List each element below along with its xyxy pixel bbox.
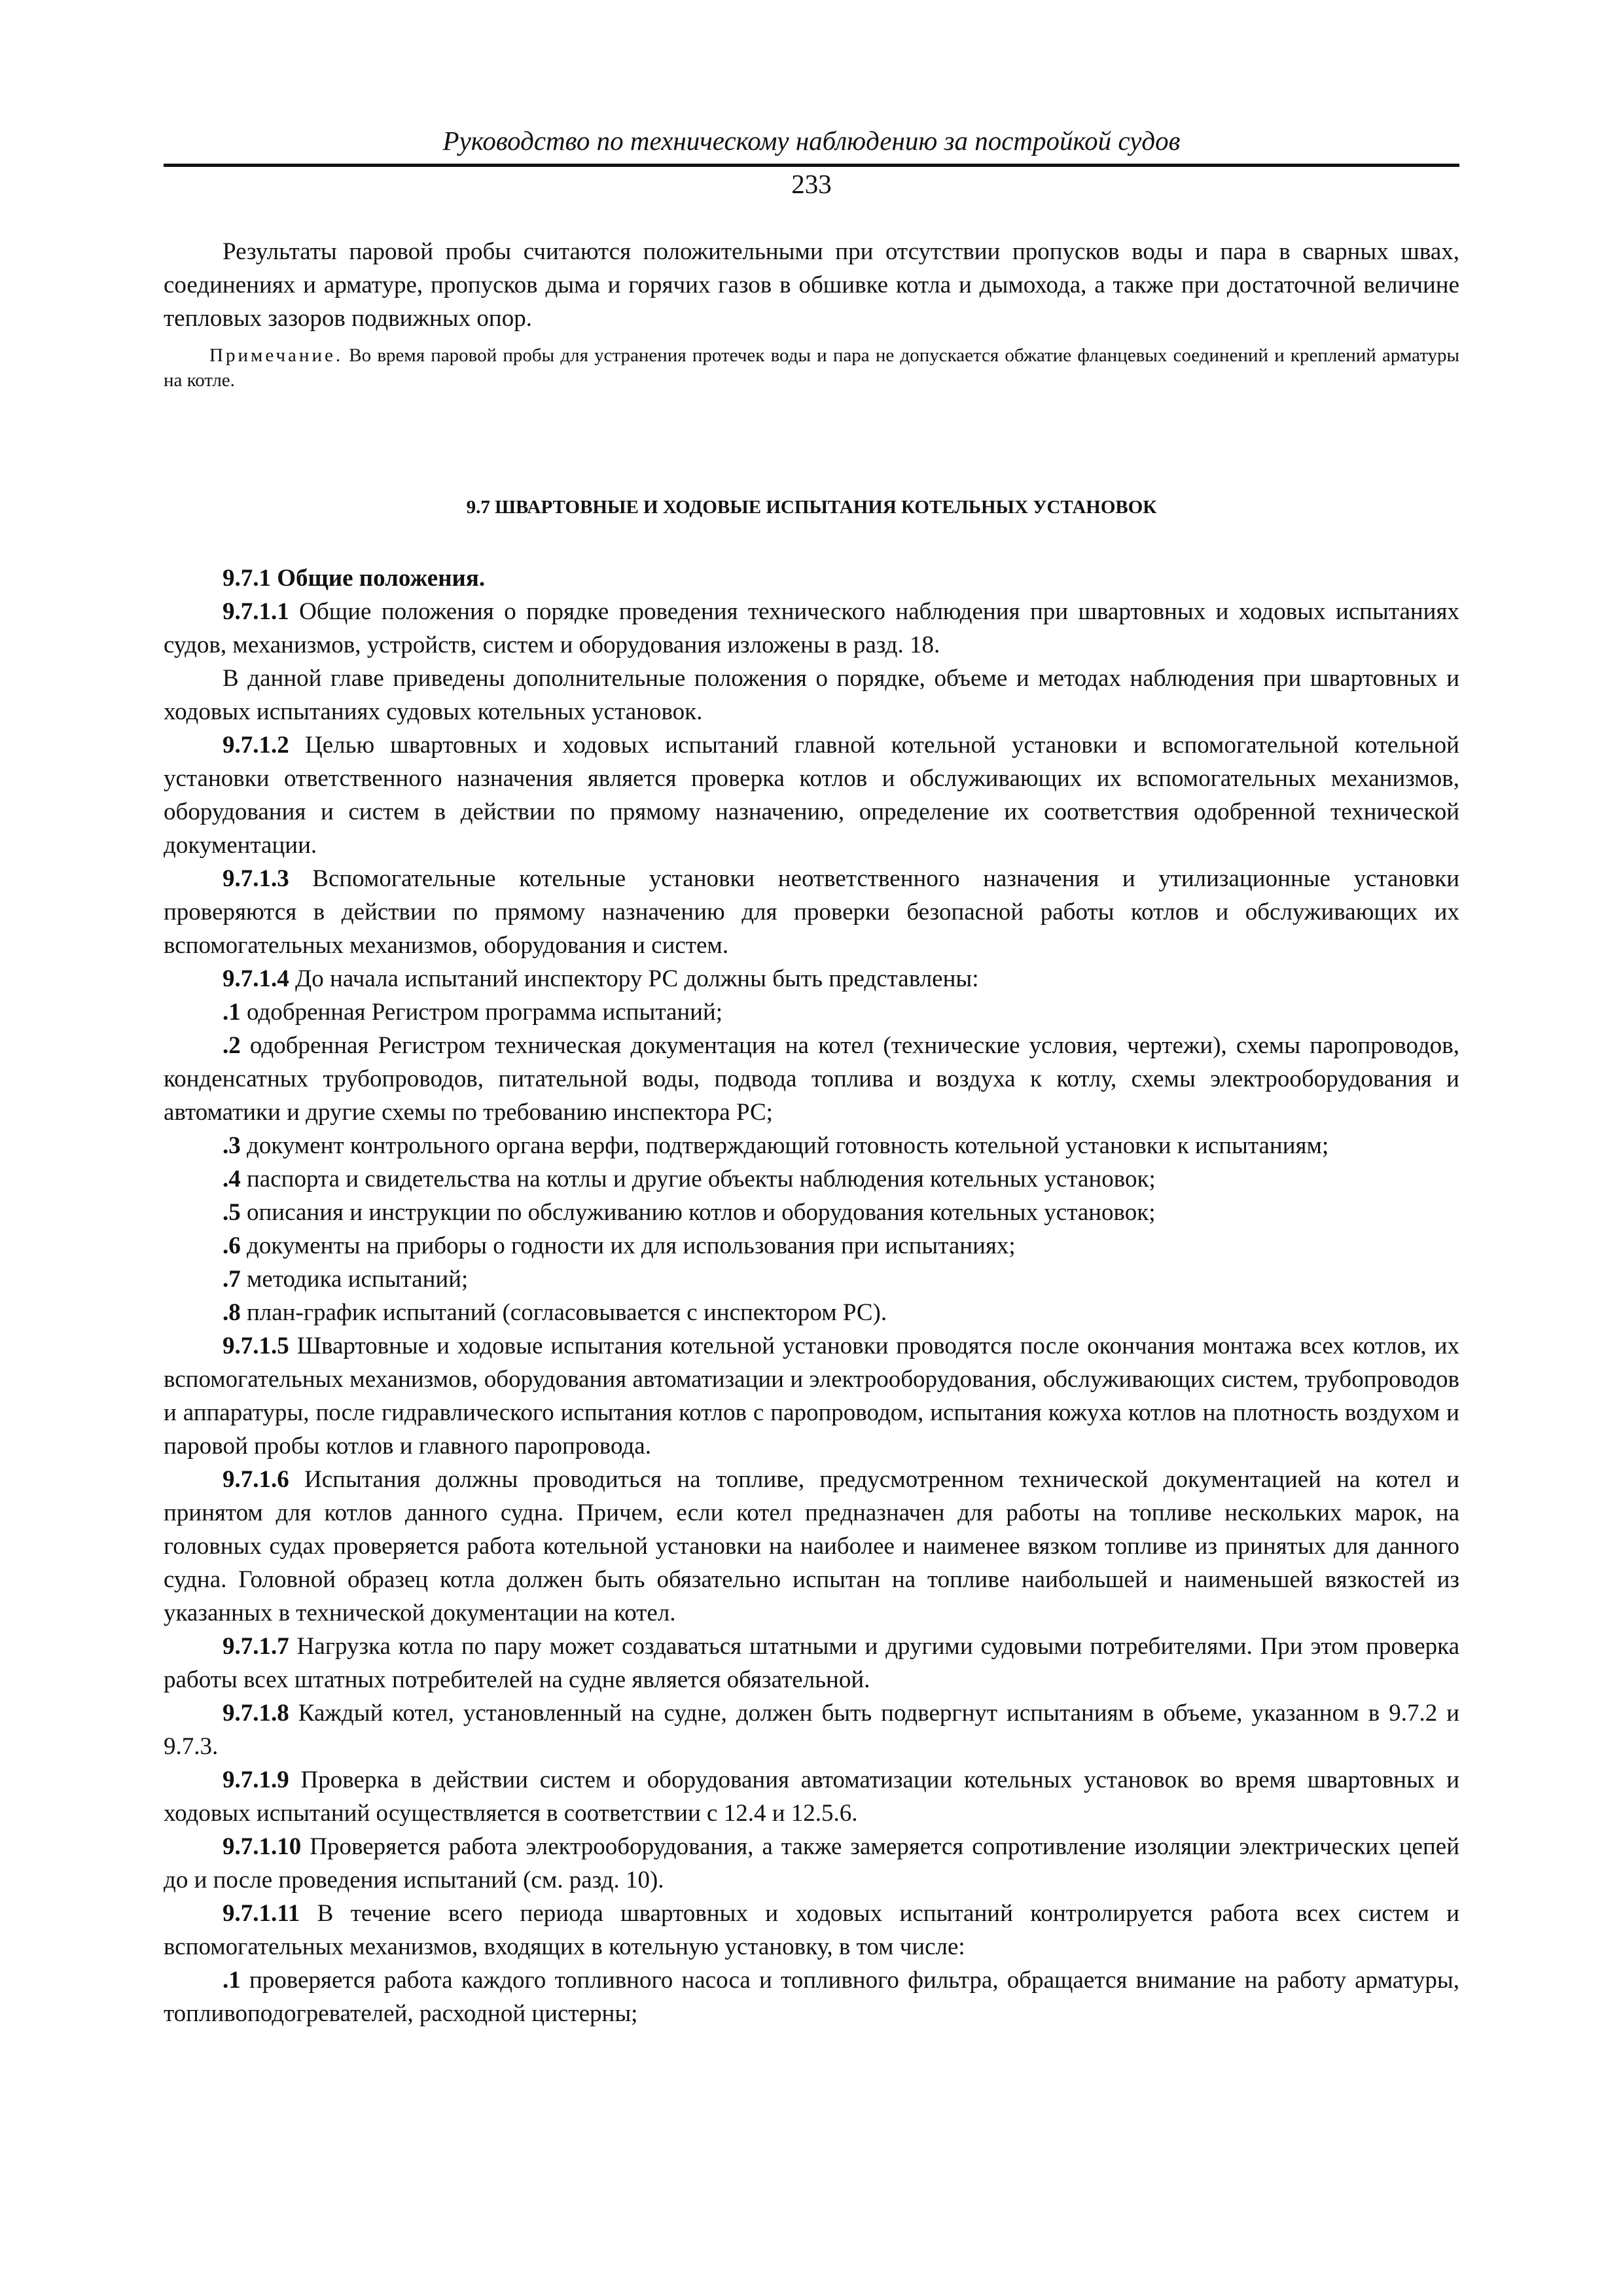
clause-number: 9.7.1.6	[223, 1466, 289, 1493]
item-number: .3	[223, 1132, 241, 1159]
item-text: документ контрольного органа верфи, подтверждающий готовность котельной установки к испытаниям;	[247, 1132, 1329, 1159]
clause-number: 9.7.1.1	[223, 598, 289, 625]
list-item	[164, 1964, 1459, 2030]
document-page	[164, 124, 1459, 2030]
clause-number: 9.7.1.9	[223, 1767, 289, 1793]
item-number: .1	[223, 1967, 241, 1994]
clause-text: Общие положения о порядке проведения технического наблюдения при швартовных и ходовых испытаниях судов, механизмов, устройств, систем и оборудования изложены в разд. 18.	[164, 598, 1459, 658]
item-text: документы на приборы о годности их для использования при испытаниях;	[247, 1232, 1016, 1259]
clause-text: Целью швартовных и ходовых испытаний главной котельной установки и вспомогательной котельной установки ответственного назначения является проверка котлов и обслуживающих их вспомогательных механизмов, оборудования и систем в действии по прямому назначению, определение их соответствия одобренной технической документации.	[164, 732, 1459, 859]
list-item	[164, 1162, 1459, 1196]
clause-text: Швартовные и ходовые испытания котельной установки проводятся после окончания монтажа всех котлов, их вспомогательных механизмов, оборудования автоматизации и электрооборудования, обслуживающих систем, трубопроводов и аппаратуры, после гидравлического испытания котлов с паропроводом, испытания кожуха котлов на плотность воздухом и паровой пробы котлов и главного паропровода.	[164, 1333, 1460, 1460]
header-divider	[164, 164, 1459, 167]
item-text: одобренная Регистром программа испытаний;	[247, 999, 723, 1026]
clause-text: До начала испытаний инспектору РС должны быть представлены:	[295, 965, 979, 992]
note-paragraph	[164, 343, 1459, 393]
list-item	[164, 1263, 1459, 1296]
clause-text: Проверяется работа электрооборудования, а также замеряется сопротивление изоляции электрических цепей до и после проведения испытаний (см. разд. 10).	[164, 1833, 1459, 1893]
item-number: .5	[223, 1199, 241, 1226]
item-text: методика испытаний;	[247, 1266, 469, 1293]
item-number: .2	[223, 1032, 241, 1059]
clause-number: 9.7.1.5	[223, 1333, 289, 1359]
list-item	[164, 996, 1459, 1029]
clause-text: В течение всего периода швартовных и ходовых испытаний контролируется работа всех систем и вспомогательных механизмов, входящих в котельную установку, в том числе:	[164, 1900, 1459, 1960]
section-paragraph	[164, 728, 1459, 862]
section-paragraph	[164, 1830, 1459, 1897]
clause-number: 9.7.1.7	[223, 1633, 289, 1660]
item-number: .7	[223, 1266, 241, 1293]
clause-text: Нагрузка котла по пару может создаваться штатными и другими судовыми потребителями. При этом проверка работы всех штатных потребителей на судне является обязательной.	[164, 1633, 1460, 1693]
section-title: 9.7 ШВАРТОВНЫЕ И ХОДОВЫЕ ИСПЫТАНИЯ КОТЕЛЬНЫХ УСТАНОВОК	[466, 497, 1157, 518]
list-item	[164, 1229, 1459, 1263]
list-item	[164, 1296, 1459, 1329]
clause-text: В данной главе приведены дополнительные положения о порядке, объеме и методах наблюдения при швартовных и ходовых испытаниях судовых котельных установок.	[164, 665, 1459, 725]
item-text: паспорта и свидетельства на котлы и другие объекты наблюдения котельных установок;	[247, 1166, 1156, 1193]
note-text: Во время паровой пробы для устранения протечек воды и пара не допускается обжатие фланцевых соединений и креплений арматуры на котле.	[164, 345, 1459, 391]
item-number: .6	[223, 1232, 241, 1259]
section-paragraph	[164, 1630, 1459, 1696]
clause-number: 9.7.1.8	[223, 1700, 289, 1727]
intro-paragraph: Результаты паровой пробы считаются положительными при отсутствии пропусков воды и пара в сварных швах, соединениях и арматуре, пропусков дыма и горячих газов в обшивке котла и дымохода, а также при достаточной величине тепловых зазоров подвижных опор.	[164, 238, 1459, 332]
note-label: Примечание.	[209, 345, 344, 366]
section-paragraph	[164, 595, 1459, 662]
section-paragraph	[164, 1329, 1459, 1463]
clause-text: Испытания должны проводиться на топливе, предусмотренном технической документацией на котел и принятом для котлов данного судна. Причем, если котел предназначен для работы на топливе нескольких марок, на головных судах проверяется работа котельной установки на наиболее и наименее вязком топливе из принятых для данного судна. Головной образец котла должен быть обязательно испытан на топливе наибольшей и наименьшей вязкостей из указанных в технической документации на котел.	[164, 1466, 1459, 1626]
clause-number: 9.7.1.11	[223, 1900, 300, 1927]
clause-number: 9.7.1.10	[223, 1833, 302, 1860]
clause-number: 9.7.1.2	[223, 732, 289, 759]
item-text: одобренная Регистром техническая документация на котел (технические условия, чертежи), схемы паропроводов, конденсатных трубопроводов, питательной воды, подвода топлива и воздуха к котлу, схемы электрооборудования и автоматики и другие схемы по требованию инспектора РС;	[164, 1032, 1460, 1126]
section-paragraph	[164, 662, 1459, 728]
section-paragraph	[164, 862, 1459, 962]
clause-text: Вспомогательные котельные установки неответственного назначения и утилизационные установки проверяются в действии по прямому назначению для проверки безопасной работы котлов и обслуживающих их вспомогательных механизмов, оборудования и систем.	[164, 865, 1460, 959]
list-item	[164, 1029, 1459, 1129]
section-paragraph	[164, 1696, 1459, 1763]
item-number: .1	[223, 999, 241, 1026]
item-text: описания и инструкции по обслуживанию котлов и оборудования котельных установок;	[247, 1199, 1156, 1226]
section-paragraph	[164, 1463, 1459, 1630]
item-number: .4	[223, 1166, 241, 1193]
section-paragraph	[164, 1763, 1459, 1830]
item-text: проверяется работа каждого топливного насоса и топливного фильтра, обращается внимание на работу арматуры, топливоподогревателей, расходной цистерны;	[164, 1967, 1459, 2027]
item-text: план-график испытаний (согласовывается с инспектором РС).	[247, 1299, 887, 1326]
section-paragraph	[164, 1897, 1459, 1964]
section-paragraph	[164, 962, 1459, 996]
clause-number: 9.7.1.3	[223, 865, 289, 892]
page-number: 233	[791, 169, 832, 199]
section-paragraphs	[164, 595, 1459, 2030]
list-item	[164, 1129, 1459, 1162]
clause-number: 9.7.1.4	[223, 965, 289, 992]
list-item	[164, 1196, 1459, 1229]
running-header: Руководство по техническому наблюдению за постройкой судов	[442, 126, 1181, 156]
document-body	[164, 235, 1459, 2030]
clause-text: Каждый котел, установленный на судне, должен быть подвергнут испытаниям в объеме, указанном в 9.7.2 и 9.7.3.	[164, 1700, 1459, 1760]
item-number: .8	[223, 1299, 241, 1326]
clause-text: Проверка в действии систем и оборудования автоматизации котельных установок во время швартовных и ходовых испытаний осуществляется в соответствии с 12.4 и 12.5.6.	[164, 1767, 1460, 1827]
subsection-title: 9.7.1 Общие положения.	[223, 565, 486, 592]
